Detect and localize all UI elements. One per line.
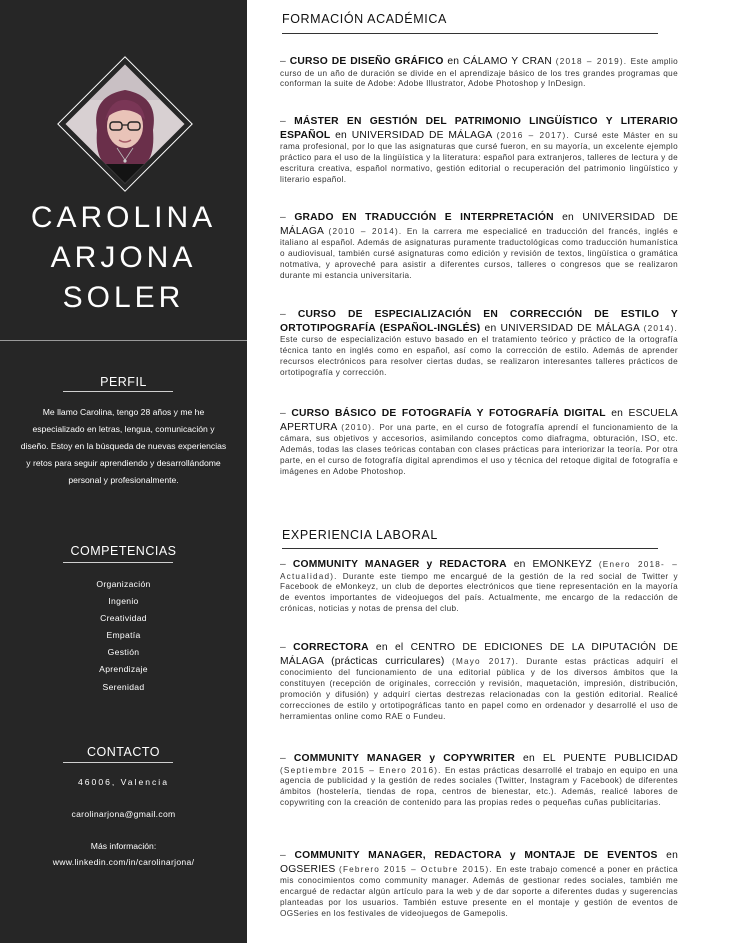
profile-photo bbox=[66, 65, 185, 184]
sidebar-divider-top bbox=[0, 340, 247, 341]
contacto-underline bbox=[63, 762, 173, 763]
skill-item: Ingenio bbox=[108, 596, 139, 607]
contacto-title: CONTACTO bbox=[87, 745, 160, 759]
full-name bbox=[0, 198, 247, 318]
contact-email[interactable]: carolinarjona@gmail.com bbox=[71, 809, 176, 819]
education-entry: – CURSO BÁSICO DE FOTOGRAFÍA Y FOTOGRAFÍA DIGITAL en ESCUELA APERTURA (2010). Por una parte, en el curso de fotografía aprendí el funcionamiento de la cámara, sus objetivos y accesorios, asimilando conceptos como diafragma, obturación, ISO, etc. Además, todas las clases teóricas contaban con clases prácticas para interiorizar la teoría. Por otra parte, en el curso de fotografía digital aprendimos el uso y técnica del retoque digital de fotografía e imágenes en Adobe Photoshop. bbox=[280, 408, 679, 476]
perfil-underline bbox=[63, 391, 173, 392]
skill-item: Gestión bbox=[107, 647, 140, 658]
perfil-text: Me llamo Carolina, tengo 28 años y me he especializado en letras, lengua, comunicación y diseño. Estoy en la búsqueda de nuevas experiencias y retos para seguir aprendiendo y desarrollándome personal y profesionalmente. bbox=[20, 407, 227, 485]
education-entry: – MÁSTER EN GESTIÓN DEL PATRIMONIO LINGÜÍSTICO Y LITERARIO ESPAÑOL en UNIVERSIDAD DE MÁLAGA (2016 – 2017). Cursé este Máster en su rama profesional, por lo que las asignaturas que cursé fueron, en su mayoría, un excelente ejemplo práctico para el uso de la lingüística y la literatura: español para extranjeros, talleres de lectura y de escritura creativa, español normativo, gestión editorial o recuperación del patrimonio lingüístico y literario español. bbox=[280, 116, 679, 184]
skills-list bbox=[0, 576, 247, 696]
contact-location: 46006, Valencia bbox=[78, 777, 169, 787]
perfil-title: PERFIL bbox=[100, 375, 147, 389]
work-entry: – COMMUNITY MANAGER y COPYWRITER en EL PUENTE PUBLICIDAD (Septiembre 2015 – Enero 2016). En estas prácticas desarrollé el trabajo en equipo en una agencia de publicidad y la gestión de redes sociales (Twitter, Instagram y Facebook) de diferentes ámbitos (hostelería, tiendas de ropa, centros de bienestar, etc.). Además, realicé labores de copywriting con la creación de contenido para las propias redes o pequeñas cuñas publicitarias. bbox=[280, 753, 679, 808]
skill-item: Creatividad bbox=[100, 613, 147, 624]
work-entry: – COMMUNITY MANAGER y REDACTORA en EMONKEYZ (Enero 2018- – Actualidad). Durante este tiempo me encargué de la gestión de la red social de Twitter y Facebook de eMonkeyz, un club de deportes electrónicos que tiene representación en la mayoría de eventos importantes de videojuegos del país. Actualmente, me encargo de la redacción de crónicas, noticias y notas de prensa del club. bbox=[280, 559, 679, 614]
contact-more-label: Más información: bbox=[90, 841, 157, 851]
experiencia-underline bbox=[282, 548, 658, 549]
work-entry: – COMMUNITY MANAGER, REDACTORA y MONTAJE DE EVENTOS en OGSERIES (Febrero 2015 – Octubre 2015). En este trabajo comencé a poner en práctica mis conocimientos como community manager. Además de gestionar redes sociales, también me encargué de redactar algún artículo para la web y de dar soporte a diferentes dudas y sugerencias planteadas por los usuarios. También estuve presente en el montaje y gestión de eventos de OGSeries en los festivales de videojuegos de Gamepolis. bbox=[280, 850, 679, 918]
competencias-underline bbox=[63, 562, 173, 563]
portrait-image bbox=[66, 65, 185, 184]
experiencia-title: EXPERIENCIA LABORAL bbox=[282, 528, 438, 542]
skill-item: Serenidad bbox=[102, 681, 145, 692]
education-entry: – GRADO EN TRADUCCIÓN E INTERPRETACIÓN en UNIVERSIDAD DE MÁLAGA (2010 – 2014). En la carrera me especialicé en traducción del francés, inglés e italiano al español. Además de asignaturas puramente traductológicas como traducción humanística o audiovisual, también cursé asignaturas como edición y revisión de textos, lingüística o gramática notmativa, y aproveché para asistir a diferentes cursos, talleres o congresos que se realizaron durante mi estancia universitaria. bbox=[280, 212, 679, 280]
formacion-title: FORMACIÓN ACADÉMICA bbox=[282, 12, 447, 26]
work-entry: – CORRECTORA en el CENTRO DE EDICIONES DE LA DIPUTACIÓN DE MÁLAGA (prácticas curriculares) (Mayo 2017). Durante estas prácticas adquirí el conocimiento del funcionamiento de una editorial pública y de los diversos ámbitos que la constituyen (recepción de originales, corrección y revisión, maquetación, impresión, distribución, promoción y difusión) y adquirí ciertas destrezas relacionadas con la gestión editorial. Realicé correcciones de estilo y ortotipográficas tanto en papel como en ordenador y desarrollé el uso de herramientas online como RAE o Fundeu. bbox=[280, 642, 679, 721]
skill-item: Organización bbox=[96, 579, 151, 589]
contact-linkedin-link[interactable]: www.linkedin.com/in/carolinarjona/ bbox=[52, 857, 195, 867]
skill-item: Aprendizaje bbox=[99, 664, 148, 675]
name-first: CAROLINA bbox=[30, 201, 217, 234]
name-last: SOLER bbox=[62, 281, 185, 314]
sidebar bbox=[0, 0, 247, 943]
education-entry: – CURSO DE ESPECIALIZACIÓN EN CORRECCIÓN DE ESTILO Y ORTOTIPOGRAFÍA (ESPAÑOL-INGLÉS) en UNIVERSIDAD DE MÁLAGA (2014). Este curso de especialización estuvo basado en el tratamiento teórico y práctico de la ortografía técnica tanto en inglés como en español, así como la corrección de estilo. Además de aprender recursos electrónicos para resolver ciertas dudas, se realizaron interesantes talleres prácticos de ortotipografía y corrección. bbox=[280, 309, 678, 377]
education-entry: – CURSO DE DISEÑO GRÁFICO en CÁLAMO Y CRAN (2018 – 2019). Este amplio curso de un año de duración se divide en el aprendizaje básico de los tres grandes programas que conforman la suite de Adobe: Adobe Illustrator, Adobe Photoshop y InDesign. bbox=[280, 56, 679, 89]
competencias-title: COMPETENCIAS bbox=[70, 544, 177, 558]
main-content bbox=[247, 0, 732, 943]
skill-item: Empatía bbox=[106, 630, 141, 641]
name-middle: ARJONA bbox=[50, 241, 197, 274]
formacion-underline bbox=[282, 33, 658, 34]
